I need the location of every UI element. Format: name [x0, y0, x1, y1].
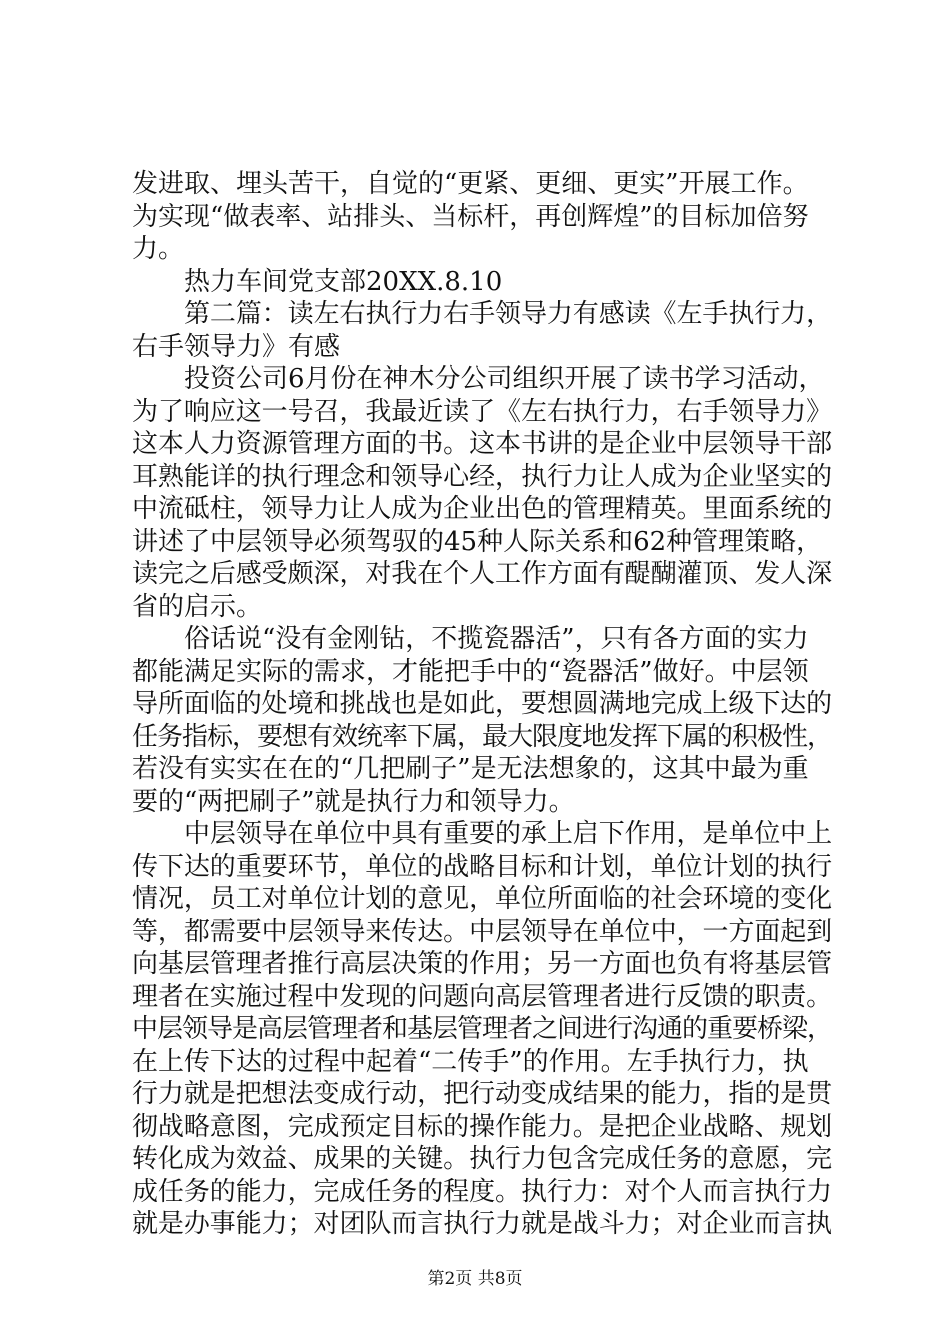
text-line: 发进取、埋头苦干，自觉的“更紧、更细、更实”开展工作。 [132, 169, 809, 199]
text-line: 投资公司6月份在神木分公司组织开展了读书学习活动， [184, 364, 825, 394]
text-line: 俗话说“没有金刚钻，不揽瓷器活”，只有各方面的实力 [184, 624, 809, 654]
text-line: 讲述了中层领导必须驾驭的45种人际关系和62种管理策略， [132, 526, 823, 557]
text-line: 中流砥柱，领导力让人成为企业出色的管理精英。里面系统的 [132, 494, 833, 524]
text-line: 向基层管理者推行高层决策的作用；另一方面也负有将基层管 [132, 949, 833, 979]
text-line: 为了响应这一号召，我最近读了《左右执行力，右手领导力》 [132, 396, 833, 427]
text-line: 等，都需要中层领导来传达。中层领导在单位中，一方面起到 [132, 916, 833, 947]
text-line: 任务指标，要想有效统率下属，最大限度地发挥下属的积极性， [132, 721, 833, 752]
text-line: 都能满足实际的需求，才能把手中的“瓷器活”做好。中层领 [132, 656, 809, 687]
text-line: 第二篇：读左右执行力右手领导力有感读《左手执行力， [184, 299, 833, 329]
text-line: 在上传下达的过程中起着“二传手”的作用。左手执行力，执 [132, 1046, 809, 1077]
text-line: 中层领导在单位中具有重要的承上启下作用，是单位中上 [184, 819, 833, 849]
text-line: 导所面临的处境和挑战也是如此，要想圆满地完成上级下达的 [132, 689, 833, 719]
text-line: 转化成为效益、成果的关键。执行力包含完成任务的意愿，完 [132, 1144, 833, 1174]
text-line: 彻战略意图，完成预定目标的操作能力。是把企业战略、规划 [132, 1111, 833, 1142]
text-line: 理者在实施过程中发现的问题向高层管理者进行反馈的职责。 [132, 981, 833, 1012]
text-line: 省的启示。 [132, 591, 263, 622]
text-line: 这本人力资源管理方面的书。这本书讲的是企业中层领导干部 [132, 429, 833, 459]
document-body [132, 168, 832, 1241]
text-line: 读完之后感受颇深，对我在个人工作方面有醍醐灌顶、发人深 [132, 559, 833, 589]
text-line: 热力车间党支部20XX.8.10 [184, 266, 503, 297]
text-line: 右手领导力》有感 [132, 331, 341, 362]
page-footer: 第2页 共8页 [427, 1269, 523, 1289]
text-line: 中层领导是高层管理者和基层管理者之间进行沟通的重要桥梁， [132, 1014, 833, 1044]
text-line: 为实现“做表率、站排头、当标杆，再创辉煌”的目标加倍努 [132, 201, 809, 232]
text-line: 要的“两把刷子”就是执行力和领导力。 [132, 786, 575, 817]
text-line: 情况，员工对单位计划的意见，单位所面临的社会环境的变化 [132, 884, 833, 914]
text-line: 传下达的重要环节，单位的战略目标和计划，单位计划的执行 [132, 851, 833, 882]
text-line: 就是办事能力；对团队而言执行力就是战斗力；对企业而言执 [132, 1209, 833, 1239]
text-line: 成任务的能力，完成任务的程度。执行力：对个人而言执行力 [132, 1176, 833, 1207]
text-line: 耳熟能详的执行理念和领导心经，执行力让人成为企业坚实的 [132, 461, 833, 492]
text-line: 行力就是把想法变成行动，把行动变成结果的能力，指的是贯 [132, 1079, 833, 1109]
text-line: 力。 [132, 234, 185, 264]
text-line: 若没有实实在在的“几把刷子”是无法想象的，这其中最为重 [132, 754, 809, 784]
